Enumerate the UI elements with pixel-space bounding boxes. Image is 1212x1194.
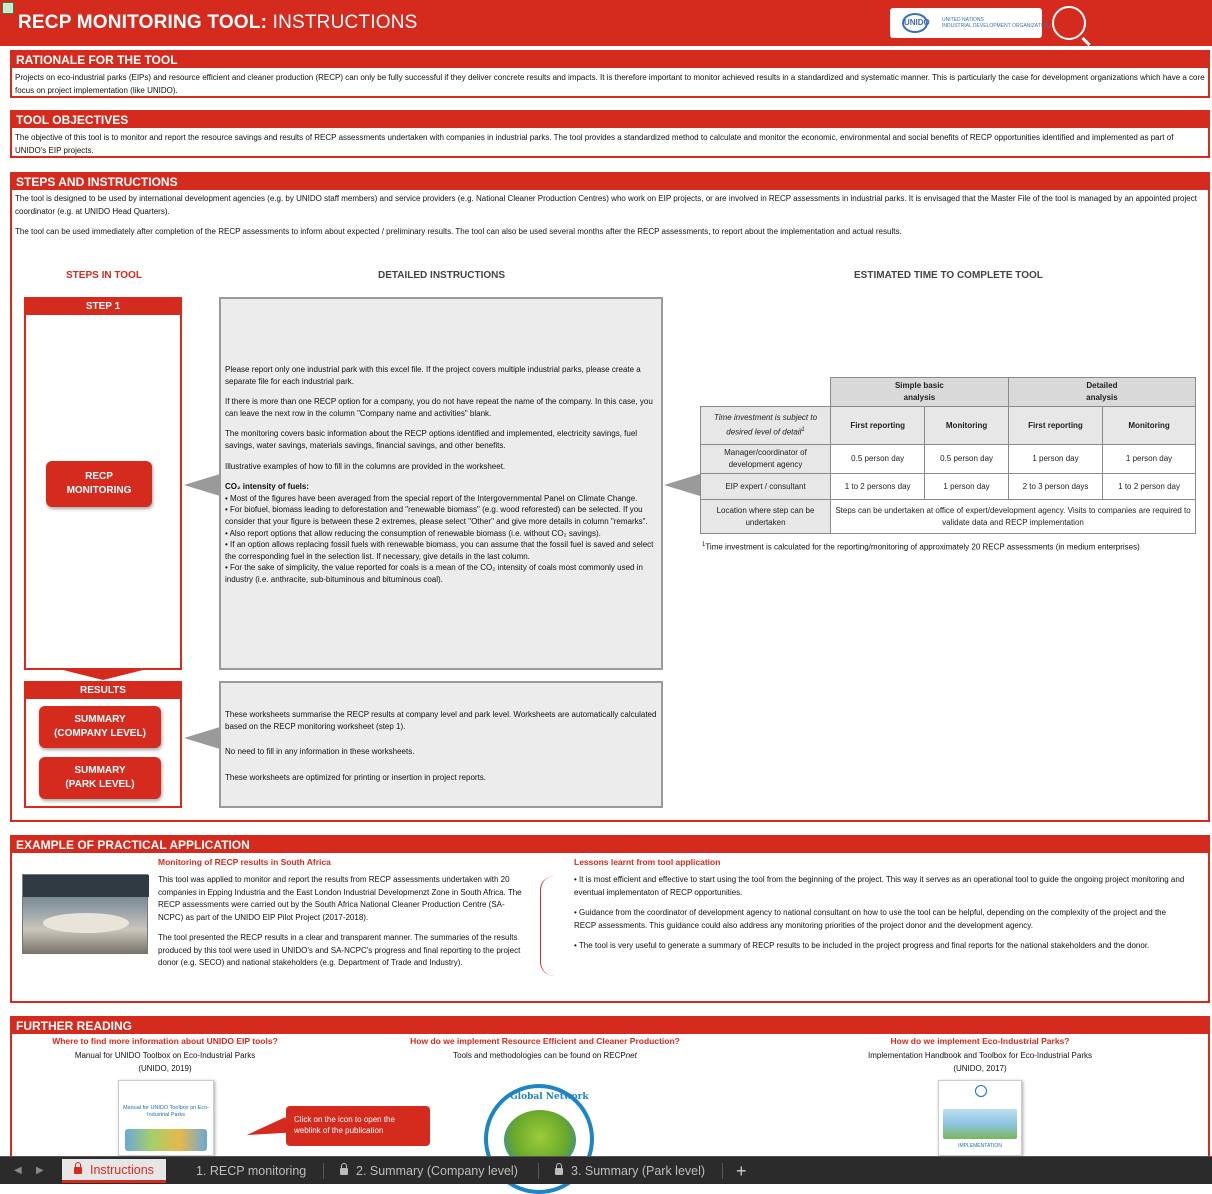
step1-label: STEP 1 [26,299,180,315]
th-monitoring: Monitoring [1103,407,1196,445]
header-bar [0,0,1212,46]
steps-intro: The tool is designed to be used by international development agencies (e.g. by UNIDO staff members) and service providers (e.g. National Cleaner Production Centres) who work on EIP projects, or are involved in RECP assessments in industrial parks. It is envisaged that the Master File of the tool is managed by an appointed project coordinator (e.g. at UNIDO Head Quarters). The tool can be used immediately after completion of the RECP assessments to inform about expected / preliminary results. The tool can also be used several months after the RECP assessments, to report about the implementation and actual results. [15,194,1197,236]
example-left-title: Monitoring of RECP results in South Africa [158,857,331,867]
further-col1-title: Where to find more information about UNIDO EIP tools? [52,1036,278,1046]
eip-manual-book-icon[interactable]: Manual for UNIDO Toolbox on Eco-Industrial Parks [118,1080,214,1156]
col-detailed-heading: DETAILED INSTRUCTIONS [378,270,506,281]
tab-summary-company[interactable]: 2. Summary (Company level) [340,1157,518,1185]
rationale-section [10,50,1210,98]
unido-logo[interactable] [890,8,1050,38]
th-first-reporting: First reporting [831,407,925,445]
eip-handbook-book-icon[interactable]: IMPLEMENTATION [938,1080,1022,1156]
step-down-arrow-icon [63,670,143,680]
meeting-photo [22,874,148,954]
summary-company-button[interactable]: SUMMARY (COMPANY LEVEL) [39,706,161,748]
further-col1-text: Manual for UNIDO Toolbox on Eco-Industrial Parks (UNIDO, 2019) [74,1051,256,1073]
results-arrow-icon [184,727,220,749]
table-row: Manager/coordinator of development agency 0.5 person day 0.5 person day 1 person day 1 person day [701,445,1196,474]
unido-logo-text: UNITED NATIONS INDUSTRIAL DEVELOPMENT ORGANIZATION [942,17,1050,29]
objectives-section [10,110,1210,158]
tab-prev-icon[interactable]: ◀ [14,1165,22,1176]
col-time-heading: ESTIMATED TIME TO COMPLETE TOOL [854,270,1043,281]
lock-icon [74,1167,82,1174]
tab-recp-monitoring[interactable]: 1. RECP monitoring [196,1164,307,1178]
time-estimate-table [700,377,1196,534]
recpnet-logo-icon[interactable]: Global Network [484,1084,594,1194]
rationale-text: Projects on eco-industrial parks (EIPs) and resource efficient and cleaner production (RECP) can only be fully successful if they deliver concrete results and impacts. It is therefore important to monitor achieved results in a standardized and systematic manner. This is particularly the case for development organizations which have a core focus on project implementation (like UNIDO). [15,73,1205,95]
simple-analysis-header: Simple basic analysis [831,378,1009,407]
time-arrow-icon [664,474,700,496]
further-col2-title: How do we implement Resource Efficient and Cleaner Production? [410,1036,680,1046]
th-first-reporting: First reporting [1008,407,1102,445]
step1-arrow-icon [184,474,220,496]
example-right-text: • It is most efficient and effective to start using the tool from the beginning of the project. This way it serves as an operational tool to guide the ongoing project monitoring and eventual implementaton of RECP opportunities. • Guidance from the coordinator of development agency to national consultant on how to use the tool can be helpful, depending on the complexity of the project and the RECP assessments. This guidance could also address any monitoring priorities of the project donor and the development agency. • The tool is very useful to generate a summary of RECP results to be included in the project progress and final reports for the national stakeholders and the donor. [574,875,1185,950]
tab-next-icon[interactable]: ▶ [36,1165,44,1176]
col-steps-heading: STEPS IN TOOL [66,270,142,281]
tab-summary-park[interactable]: 3. Summary (Park level) [555,1157,705,1185]
page-title: RECP MONITORING TOOL: INSTRUCTIONS [18,12,418,33]
lock-icon [555,1168,563,1175]
un-emblem-icon [975,1085,987,1097]
th-monitoring: Monitoring [925,407,1009,445]
table-row: EIP expert / consultant 1 to 2 persons day 1 person day 2 to 3 person days 1 to 2 person day [701,474,1196,500]
further-col3-text: Implementation Handbook and Toolbox for Eco-Industrial Parks (UNIDO, 2017) [868,1051,1092,1073]
steps-heading: STEPS AND INSTRUCTIONS [12,174,1208,190]
rationale-heading: RATIONALE FOR THE TOOL [12,52,1208,68]
time-note-cell: Time investment is subject to desired level of detail$^1$ [701,407,831,445]
monitoring-search-icon [1052,6,1086,40]
results-label: RESULTS [26,683,180,699]
example-left-text: This tool was applied to monitor and report the results from RECP assessments undertaken with 20 companies in Epping Industria and the East London Industrial Developmenzt Zone in South Africa. The RECP assessments were carried out by the South Africa National Cleaner Production Centre (SA-NCPC) as part of the UNIDO EIP Pilot Project (2017-2018). The tool presented the RECP results in a clear and transparent manner. The summaries of the results produced by this tool were used in UNIDO's and SA-NCPC's progress and final reporting to the project donor (e.g. SECO) and national stakeholders (e.g. Department of Trade and Industry). [158,875,522,967]
further-col3-title: How do we implement Eco-Industrial Parks? [890,1036,1070,1046]
add-sheet-button[interactable]: + [736,1161,747,1181]
results-instructions-panel: These worksheets summarise the RECP results at company level and park level. Worksheets are automatically calculated based on the RECP monitoring worksheet (step 1). No need to fill in any information in these worksheets. These worksheets are optimized for printing or insertion in project reports. [219,681,663,808]
table-row: Location where step can be undertaken Steps can be undertaken at office of expert/development agency. Visits to companies are required to validate data and RECP implementation [701,500,1196,534]
summary-park-button[interactable]: SUMMARY (PARK LEVEL) [39,757,161,799]
example-right-title: Lessons learnt from tool application [574,857,721,867]
tab-instructions[interactable]: Instructions [62,1159,166,1183]
further-reading-heading: FURTHER READING [12,1018,1208,1034]
cell-marker-icon[interactable] [2,2,14,14]
recp-monitoring-button[interactable]: RECP MONITORING [46,461,152,507]
time-footnote: $^1$Time investment is calculated for the reporting/monitoring of approximately 20 RECP assessments (in medium enterprises) [702,542,1140,552]
example-heading: EXAMPLE OF PRACTICAL APPLICATION [12,837,1208,853]
sheet-tab-bar [0,1156,1212,1184]
unido-emblem-icon: UNIDO [902,13,928,33]
objectives-text: The objective of this tool is to monitor and report the resource savings and results of RECP assessments undertaken with companies in industrial parks. The tool provides a standardized method to calculate and monitor the economic, environmental and social benefits of RECP opportunities identified and implemented as part of UNIDO's EIP projects. [15,133,1174,155]
step1-instructions-panel: Please report only one industrial park with this excel file. If the project covers multiple industrial parks, please create a separate file for each industrial park. If there is more than one RECP option for a company, you do not have repeat the name of the company. In this case, you can leave the next row in the column "Company name and activities" blank. The monitoring covers basic information about the RECP options identified and implemented, electricity savings, fuel savings, water savings, materials savings, financial savings, and other benefits. Illustrative examples of how to fill in the columns are provided in the worksheet. CO₂ intensity of fuels: • Most of the figures have been averaged from the special report of the Intergovernmental Panel on Climate Change. • For biofuel, biomass leading to deforestation and "renewable biomass" (e.g. wood reforested) can be selected. If you consider that your figure is between these 2 extremes, please select "Other" and give more details in column "remarks". • Also report options that allow reducing the consumption of renewable biomass (i.e. without CO₂ savings). • If an option allows replacing fossil fuels with renewable biomass, you can assume that the fossil fuel is saved and select the corresponding fuel in the selection list. If necessary, give details in the last column. • For the sake of simplicity, the value reported for coals is a mean of the CO₂ intensity of coals most commonly used in industry (i.e. anthracite, sub-bituminous and bituminous coal). [219,297,663,670]
weblink-callout: Click on the icon to open the weblink of the publication [286,1106,430,1146]
detailed-analysis-header: Detailed analysis [1008,378,1195,407]
further-col2-text: Tools and methodologies can be found on RECPnet [453,1051,637,1060]
brace-divider [540,876,554,976]
lock-icon [340,1168,348,1175]
objectives-heading: TOOL OBJECTIVES [12,112,1208,128]
